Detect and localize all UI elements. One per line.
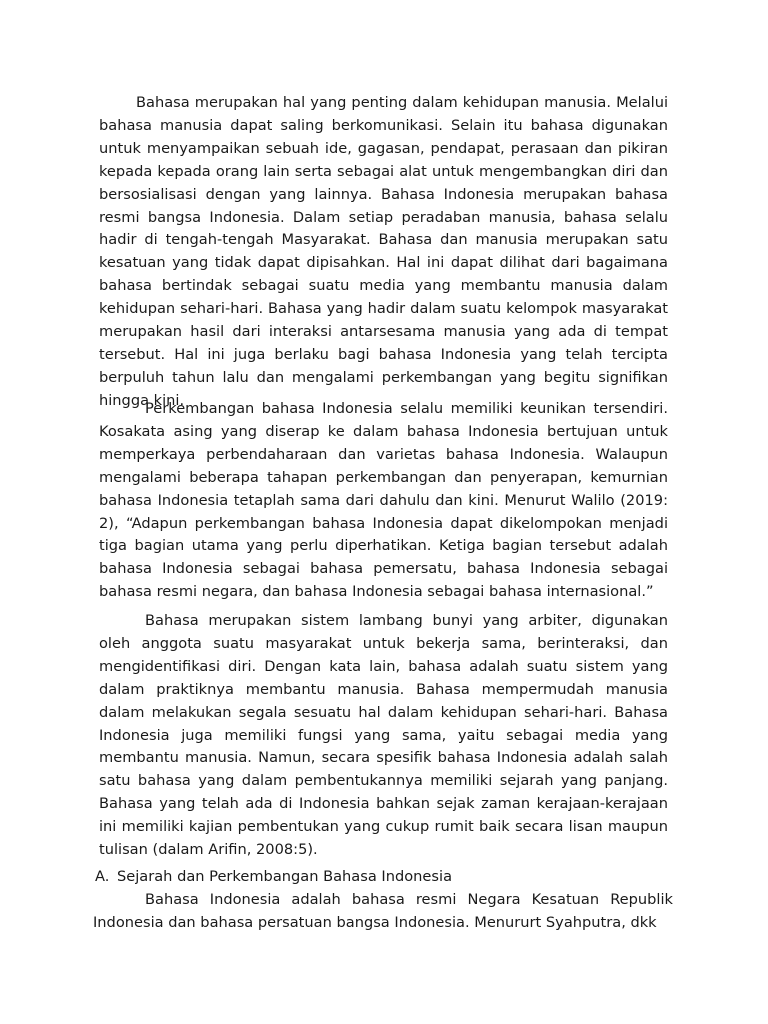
paragraph-development: Perkembangan bahasa Indonesia selalu memiliki keunikan tersendiri. Kosakata asing yang diserap ke dalam bahasa Indonesia bertujuan untuk memperkaya perbendaharaan dan varietas bahasa Indonesia. Walaupun mengalami beberapa tahapan perkembangan dan penyerapan, kemurnian bahasa Indonesia tetaplah sama dari dahulu dan kini. Menurut Walilo (2019: 2), “Adapun perkembangan bahasa Indonesia dapat dikelompokan menjadi tiga bagian utama yang perlu diperhatikan. Ketiga bagian tersebut adalah bahasa Indonesia sebagai bahasa pemersatu, bahasa Indonesia sebagai bahasa resmi negara, dan bahasa Indonesia sebagai bahasa internasional.” bbox=[99, 400, 668, 601]
section-heading bbox=[95, 866, 452, 889]
section-title: Sejarah dan Perkembangan Bahasa Indonesia bbox=[117, 868, 453, 885]
paragraph-section-a: Bahasa Indonesia adalah bahasa resmi Negara Kesatuan Republik Indonesia dan bahasa persatuan bangsa Indonesia. Menururt Syahputra, dkk bbox=[93, 891, 673, 931]
section-number: A. bbox=[95, 868, 110, 885]
paragraph-intro: Bahasa merupakan hal yang penting dalam kehidupan manusia. Melalui bahasa manusia dapat saling berkomunikasi. Selain itu bahasa digunakan untuk menyampaikan sebuah ide, gagasan, pendapat, perasaan dan pikiran kepada kepada orang lain serta sebagai alat untuk mengembangkan diri dan bersosialisasi dengan yang lainnya. Bahasa Indonesia merupakan bahasa resmi bangsa Indonesia. Dalam setiap peradaban manusia, bahasa selalu hadir di tengah-tengah Masyarakat. Bahasa dan manusia merupakan satu kesatuan yang tidak dapat dipisahkan. Hal ini dapat dilihat dari bagaimana bahasa bertindak sebagai suatu media yang membantu manusia dalam kehidupan sehari-hari. Bahasa yang hadir dalam suatu kelompok masyarakat merupakan hasil dari interaksi antarsesama manusia yang ada di tempat tersebut. Hal ini juga berlaku bagi bahasa Indonesia yang telah tercipta berpuluh tahun lalu dan mengalami perkembangan yang begitu signifikan hingga kini. bbox=[99, 94, 668, 409]
paragraph-language-system: Bahasa merupakan sistem lambang bunyi yang arbiter, digunakan oleh anggota suatu masyarakat untuk bekerja sama, berinteraksi, dan mengidentifikasi diri. Dengan kata lain, bahasa adalah suatu sistem yang dalam praktiknya membantu manusia. Bahasa mempermudah manusia dalam melakukan segala sesuatu hal dalam kehidupan sehari-hari. Bahasa Indonesia juga memiliki fungsi yang sama, yaitu sebagai media yang membantu manusia. Namun, secara spesifik bahasa Indonesia adalah salah satu bahasa yang dalam pembentukannya memiliki sejarah yang panjang. Bahasa yang telah ada di Indonesia bahkan sejak zaman kerajaan-kerajaan ini memiliki kajian pembentukan yang cukup rumit baik secara lisan maupun tulisan (dalam Arifin, 2008:5). bbox=[99, 612, 668, 859]
